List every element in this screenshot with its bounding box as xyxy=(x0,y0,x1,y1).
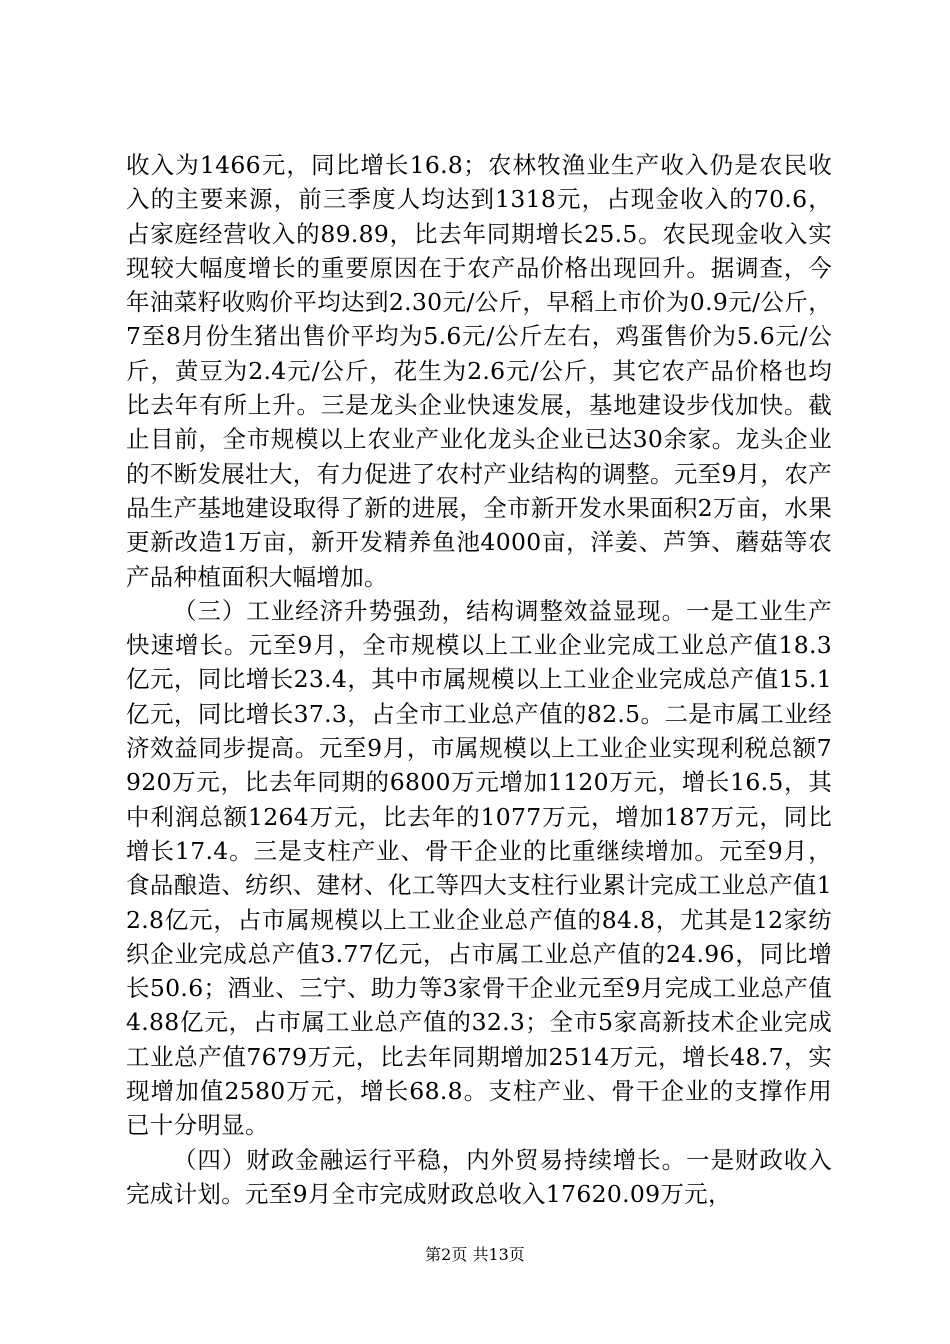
document-body xyxy=(126,148,832,1211)
paragraph-3: （四）财政金融运行平稳，内外贸易持续增长。一是财政收入完成计划。元至9月全市完成财政总收入17620.09万元， xyxy=(126,1145,832,1208)
page-footer: 第2页 共13页 xyxy=(425,1245,525,1264)
paragraph-2: （三）工业经济升势强劲，结构调整效益显现。一是工业生产快速增长。元至9月，全市规模以上工业企业完成工业总产值18.3亿元，同比增长23.4，其中市属规模以上工业企业完成总产值15.1亿元，同比增长37.3，占全市工业总产值的82.5。二是市属工业经济效益同步提高。元至9月，市属规模以上工业企业实现利税总额7920万元，比去年同期的6800万元增加1120万元，增长16.5，其中利润总额1264万元，比去年的1077万元，增加187万元，同比增长17.4。三是支柱产业、骨干企业的比重继续增加。元至9月，食品酿造、纺织、建材、化工等四大支柱行业累计完成工业总产值12.8亿元，占市属规模以上工业企业总产值的84.8，尤其是12家纺织企业完成总产值3.77亿元，占市属工业总产值的24.96，同比增长50.6；酒业、三宁、助力等3家骨干企业元至9月完成工业总产值4.88亿元，占市属工业总产值的32.3；全市5家高新技术企业完成工业总产值7679万元，比去年同期增加2514万元，增长48.7，实现增加值2580万元，增长68.8。支柱产业、骨干企业的支撑作用已十分明显。 xyxy=(126,596,832,1140)
paragraph-1: 收入为1466元，同比增长16.8；农林牧渔业生产收入仍是农民收入的主要来源，前三季度人均达到1318元，占现金收入的70.6，占家庭经营收入的89.89，比去年同期增长25.5。农民现金收入实现较大幅度增长的重要原因在于农产品价格出现回升。据调查，今年油菜籽收购价平均达到2.30元/公斤，早稻上市价为0.9元/公斤，7至8月份生猪出售价平均为5.6元/公斤左右，鸡蛋售价为5.6元/公斤，黄豆为2.4元/公斤，花生为2.6元/公斤，其它农产品价格也均比去年有所上升。三是龙头企业快速发展，基地建设步伐加快。截止目前，全市规模以上农业产业化龙头企业已达30余家。龙头企业的不断发展壮大，有力促进了农村产业结构的调整。元至9月，农产品生产基地建设取得了新的进展，全市新开发水果面积2万亩，水果更新改造1万亩，新开发精养鱼池4000亩，洋姜、芦笋、蘑菇等农产品种植面积大幅增加。 xyxy=(126,151,832,591)
